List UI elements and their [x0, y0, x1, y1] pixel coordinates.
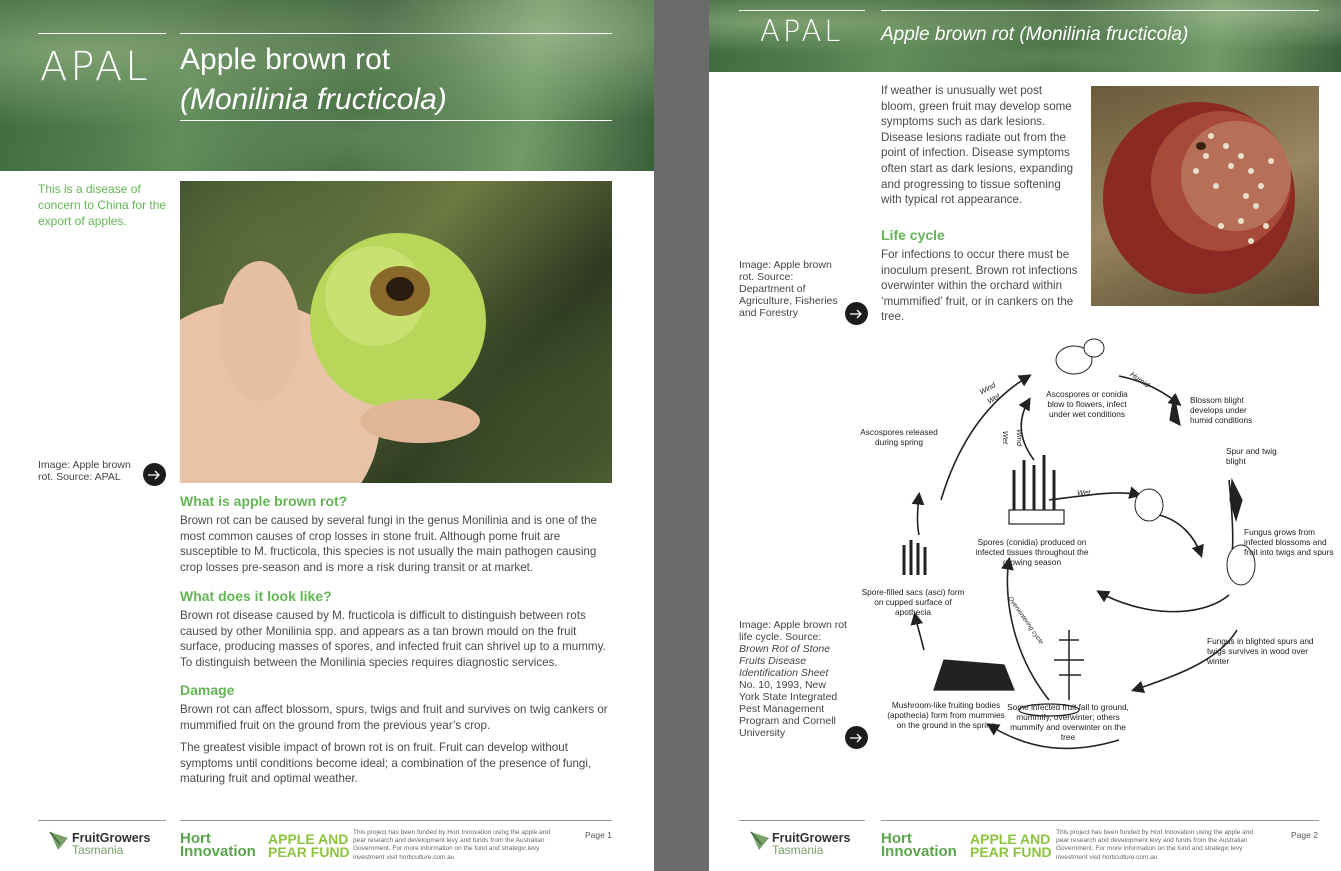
apal-logo: APAL [40, 44, 151, 90]
caption-text: Image: Apple brown rot life cycle. Source: [739, 619, 847, 643]
footer-rule [38, 820, 166, 821]
diagram-label: Ascospores released during spring [860, 427, 938, 447]
apple-photo [180, 181, 612, 483]
section-heading: Damage [180, 682, 235, 698]
header-banner [709, 0, 1341, 72]
section-heading: What does it look like? [180, 588, 332, 604]
side-note: This is a disease of concern to China for the export of apples. [38, 182, 167, 228]
section-body: Brown rot disease caused by M. fructicola is difficult to distinguish between rots caused by other Monilinia spp. and appears as a tan brown mould on the fruit surface, producing masses of spores, and infected fruit can shrivel up to a mummy. To distinguish between the Monilinia species requires diagnostic services. [180, 609, 606, 669]
funding-statement: This project has been funded by Hort Innovation using the apple and pear research and development levy and funds from the Australian Government. For more information on the fund and strategic levy investment visit horticulture.com.au [353, 829, 550, 861]
hort-logo-line2: Innovation [180, 843, 256, 860]
hort-logo-line2: Innovation [881, 843, 957, 860]
apal-logo: APAL [760, 14, 844, 48]
diagram-label: Blossom blight develops under humid conditions [1190, 395, 1253, 425]
footer-rule [180, 820, 612, 821]
funding-statement: This project has been funded by Hort Innovation using the apple and pear research and development levy and funds from the Australian Government. For more information on the fund and strategic levy investment visit horticulture.com.au [1056, 829, 1253, 861]
arrow-right-icon [850, 309, 863, 319]
title-rule-top [881, 10, 1319, 11]
fruitgrowers-logo: FruitGrowers [772, 831, 851, 845]
next-arrow-button[interactable] [143, 463, 166, 486]
diagram-label: Spur and twig blight [1226, 446, 1277, 466]
diagram-label: Fungus in blighted spurs and twigs survives in wood over winter [1207, 636, 1314, 666]
apf-logo-line2: PEAR FUND [970, 844, 1052, 860]
title-rule-bottom [180, 120, 612, 121]
diagram-label: Fungus grows from infected blossoms and fruit into twigs and spurs [1244, 527, 1334, 557]
logo-rule [739, 10, 865, 11]
section-heading: What is apple brown rot? [180, 493, 348, 509]
apf-logo-line2: PEAR FUND [268, 844, 350, 860]
lifecycle-heading: Life cycle [881, 227, 945, 243]
fruitgrowers-logo: FruitGrowers [72, 831, 151, 845]
next-arrow-button[interactable] [845, 302, 868, 325]
caption-source-title: Brown Rot of Stone Fruits Disease Identification Sheet [739, 643, 831, 679]
wet-label: Wet [985, 391, 1002, 406]
wind-label: Wind [977, 380, 998, 397]
brown-rot-photo [1091, 86, 1319, 306]
apf-logo-line1: APPLE AND [268, 831, 349, 847]
document-page-1 [0, 0, 654, 871]
diagram-label: Ascospores or conidia blow to flowers, infect under wet conditions [1046, 389, 1128, 419]
section-body: Brown rot can affect blossom, spurs, twigs and fruit and survives on twig cankers or mummified fruit on the ground from the previous year’s crop. [180, 703, 608, 732]
humid-label: Humid [1128, 369, 1152, 390]
overwintering-label: Overwintering cycle [1006, 595, 1045, 646]
fruitgrowers-sub: Tasmania [772, 843, 824, 857]
header-banner [0, 0, 654, 171]
hort-logo-line1: Hort [180, 830, 211, 847]
wet-label: Wet [1001, 430, 1011, 445]
page-subtitle: (Monilinia fructicola) [180, 83, 447, 116]
page-number: Page 2 [1291, 830, 1318, 840]
intro-text: If weather is unusually wet post bloom, green fruit may develop some symptoms such as dark lesions. Disease lesions radiate out from the point of infection. Disease symptoms often start as dark lesions, expanding and progressing to tissue softening with typical rot appearance. [881, 84, 1074, 207]
page-title: Apple brown rot (Monilinia fructicola) [881, 24, 1189, 45]
arrow-right-icon [850, 733, 863, 743]
title-rule-top [180, 33, 612, 34]
diagram-label: Spore-filled sacs (asci) form on cupped surface of apothecia [861, 587, 965, 617]
fruitgrowers-leaf-icon [749, 830, 771, 852]
image-caption: Image: Apple brown rot. Source: APAL [38, 459, 131, 483]
caption-text: No. 10, 1993, New York State Integrated Pest Management Program and Cornell University [739, 679, 838, 739]
image-caption: Image: Apple brown rot. Source: Department of Agriculture, Fisheries and Forestry [739, 259, 838, 319]
logo-rule [38, 33, 166, 34]
section-body: The greatest visible impact of brown rot is on fruit. Fruit can develop without symptoms until conditions become ideal; a combination of the presence of fungi, maturing fruit and optimal weather. [180, 741, 592, 786]
diagram-label: Some infected fruit fall to ground, mummify, overwinter; others mummify and overwinter on the tree [1007, 702, 1129, 742]
footer-rule [739, 820, 865, 821]
wet-label: Wet [1077, 488, 1091, 497]
wind-label: Wind [1015, 428, 1025, 447]
fruitgrowers-leaf-icon [48, 830, 70, 852]
page-title: Apple brown rot [180, 43, 391, 76]
fruitgrowers-sub: Tasmania [72, 843, 124, 857]
document-page-2 [709, 0, 1341, 871]
diagram-label: Mushroom-like fruiting bodies (apothecia) form from mummies on the ground in the spring [887, 700, 1005, 730]
diagram-label: Spores (conidia) produced on infected tissues throughout the growing season [975, 537, 1089, 567]
section-body: Brown rot can be caused by several fungi in the genus Monilinia and is one of the most common causes of crop losses in stone fruit. Although pome fruit are susceptible to M. fructicola, this species is not usually the main pathogen causing crop losses pre-season and is more a risk during transit or at market. [180, 514, 597, 574]
next-arrow-button[interactable] [845, 726, 868, 749]
arrow-right-icon [148, 470, 161, 480]
lifecycle-text: For infections to occur there must be inoculum present. Brown rot infections overwinter within the orchard within ‘mummified’ fruit, or in cankers on the tree. [881, 248, 1078, 324]
image-caption [739, 619, 847, 739]
hort-logo-line1: Hort [881, 830, 912, 847]
apf-logo-line1: APPLE AND [970, 831, 1051, 847]
footer-rule [881, 820, 1319, 821]
page-number: Page 1 [585, 830, 612, 840]
